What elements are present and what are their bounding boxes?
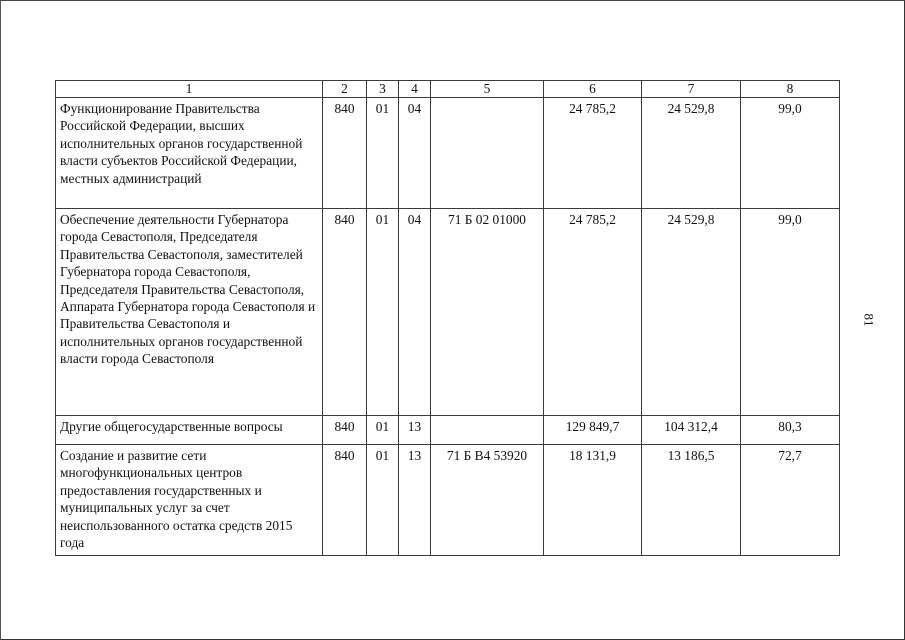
row-col5 [431, 416, 544, 445]
row-col5: 71 Б 02 01000 [431, 209, 544, 416]
row-col8: 72,7 [741, 445, 840, 556]
row-col7: 24 529,8 [642, 209, 741, 416]
row-col6: 24 785,2 [544, 209, 642, 416]
row-col6: 24 785,2 [544, 98, 642, 209]
row-col2: 840 [323, 445, 367, 556]
header-col-3: 3 [367, 81, 399, 98]
header-col-5: 5 [431, 81, 544, 98]
row-col6: 18 131,9 [544, 445, 642, 556]
row-name: Обеспечение деятельности Губернатора города Севастополя, Председателя Правительства Севастополя, заместителей Губернатора города Севастополя, Председателя Правительства Севастополя, Аппарата Губернатора города Севастополя и Правительства Севастополя и исполнительных органов государственной власти города Севастополя [56, 209, 323, 416]
budget-table [55, 80, 840, 556]
row-col8: 99,0 [741, 98, 840, 209]
page-number: 81 [861, 313, 877, 327]
row-col3: 01 [367, 98, 399, 209]
row-col7: 24 529,8 [642, 98, 741, 209]
row-col4: 04 [399, 98, 431, 209]
header-col-7: 7 [642, 81, 741, 98]
table-row [56, 416, 840, 445]
row-col5: 71 Б В4 53920 [431, 445, 544, 556]
row-col8: 80,3 [741, 416, 840, 445]
row-col2: 840 [323, 98, 367, 209]
row-col8: 99,0 [741, 209, 840, 416]
row-name: Другие общегосударственные вопросы [56, 416, 323, 445]
row-col3: 01 [367, 209, 399, 416]
row-name: Создание и развитие сети многофункциональных центров предоставления государственных и муниципальных услуг за счет неиспользованного остатка средств 2015 года [56, 445, 323, 556]
header-col-4: 4 [399, 81, 431, 98]
header-col-2: 2 [323, 81, 367, 98]
row-col7: 104 312,4 [642, 416, 741, 445]
row-col3: 01 [367, 416, 399, 445]
row-col5 [431, 98, 544, 209]
row-col4: 13 [399, 445, 431, 556]
row-name: Функционирование Правительства Российской Федерации, высших исполнительных органов государственной власти субъектов Российской Федерации, местных администраций [56, 98, 323, 209]
header-row [56, 81, 840, 98]
row-col4: 04 [399, 209, 431, 416]
table-row [56, 445, 840, 556]
header-col-1: 1 [56, 81, 323, 98]
row-col2: 840 [323, 209, 367, 416]
header-col-6: 6 [544, 81, 642, 98]
row-col2: 840 [323, 416, 367, 445]
row-col6: 129 849,7 [544, 416, 642, 445]
row-col7: 13 186,5 [642, 445, 741, 556]
row-col3: 01 [367, 445, 399, 556]
table-row [56, 98, 840, 209]
header-col-8: 8 [741, 81, 840, 98]
table-row [56, 209, 840, 416]
row-col4: 13 [399, 416, 431, 445]
